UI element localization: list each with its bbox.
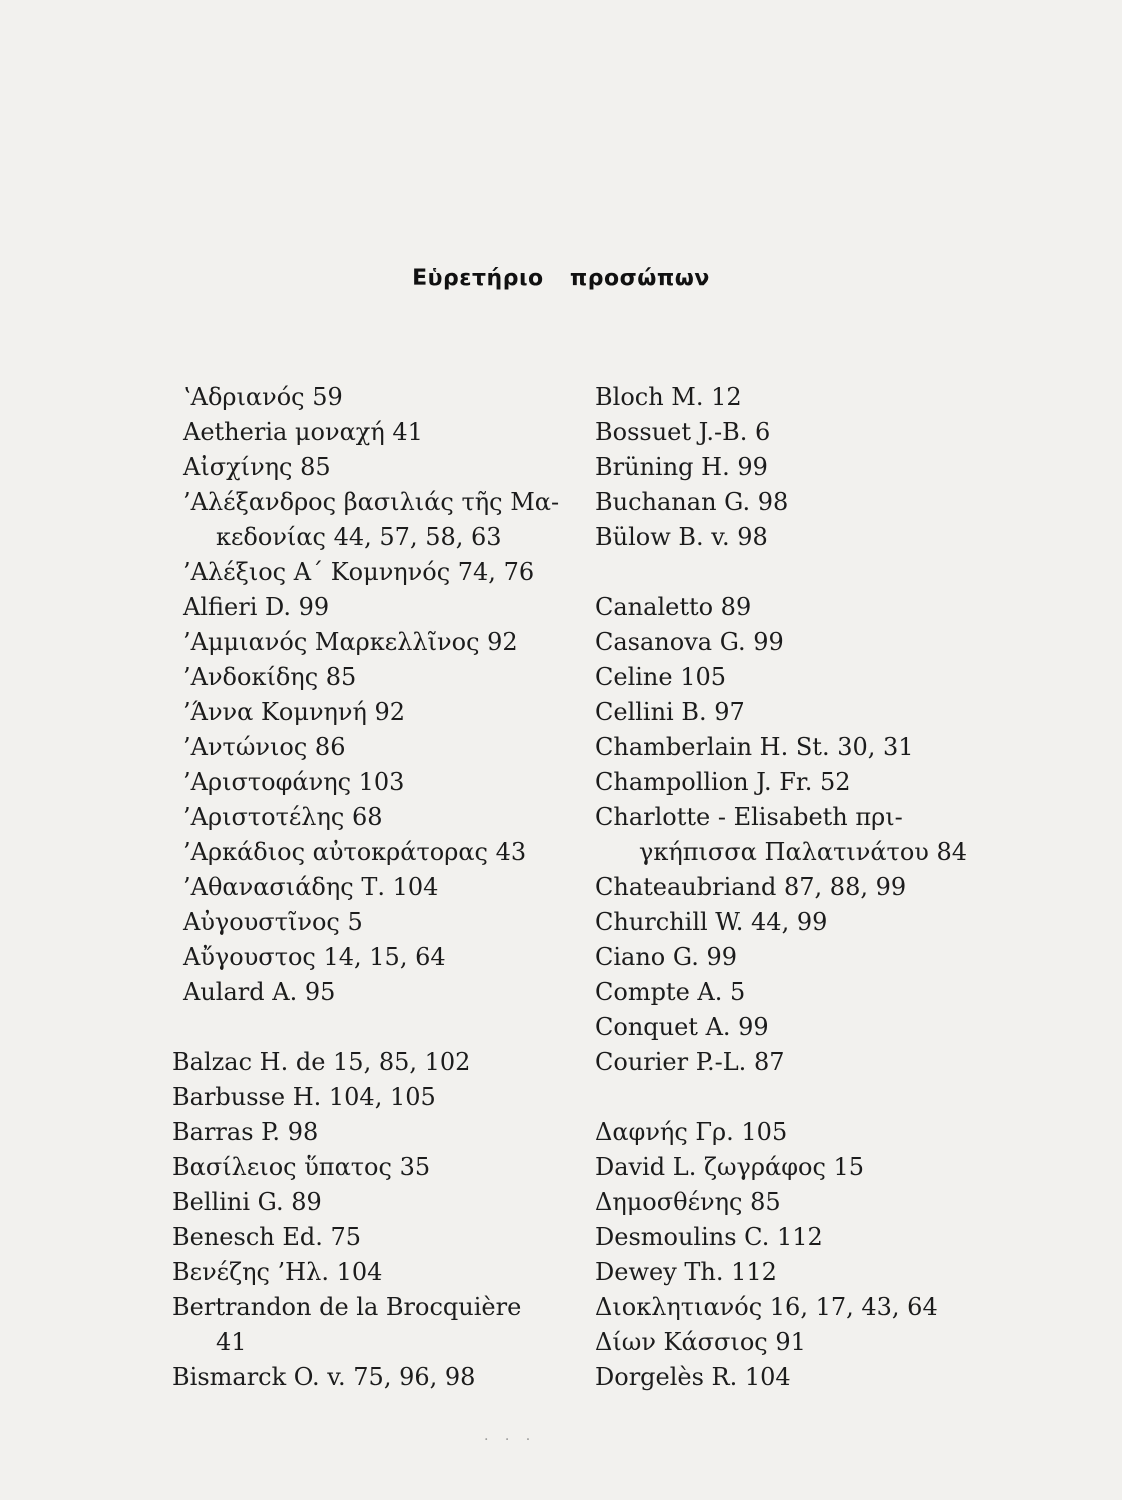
- index-entry: ’Αριστοφάνης 103: [183, 768, 405, 796]
- index-entry: Celine 105: [595, 663, 727, 691]
- index-entry: Bismarck O. v. 75, 96, 98: [172, 1363, 476, 1391]
- index-entry: Δαφνής Γρ. 105: [595, 1118, 788, 1146]
- section-gap: [595, 1080, 965, 1115]
- index-entry: Charlotte - Elisabeth πρι-: [595, 803, 903, 831]
- index-entry: ’Αθανασιάδης Τ. 104: [183, 873, 439, 901]
- index-entry: Champollion J. Fr. 52: [595, 768, 851, 796]
- index-entry: Aulard A. 95: [183, 978, 336, 1006]
- index-entry: Αἰσχίνης 85: [183, 453, 331, 481]
- index-entry: Δίων Κάσσιος 91: [595, 1328, 806, 1356]
- index-entry: Casanova G. 99: [595, 628, 784, 656]
- index-entry: Aetheria μοναχή 41: [183, 418, 423, 446]
- index-entry: Bloch M. 12: [595, 383, 742, 411]
- index-entry: Διοκλητιανός 16, 17, 43, 64: [595, 1293, 938, 1321]
- index-entry: ’Αρκάδιος αὐτοκράτορας 43: [183, 838, 527, 866]
- index-entry: Barbusse H. 104, 105: [172, 1083, 436, 1111]
- index-entry: ’Αριστοτέλης 68: [183, 803, 383, 831]
- index-entry-continuation: 41: [216, 1328, 247, 1356]
- index-entry: Benesch Ed. 75: [172, 1223, 362, 1251]
- index-entry: Conquet A. 99: [595, 1013, 769, 1041]
- index-entry: Dorgelès R. 104: [595, 1363, 791, 1391]
- index-column-left: [172, 380, 560, 1395]
- index-entry: ’Άννα Κομνηνή 92: [183, 698, 406, 726]
- index-entry: Bossuet J.-B. 6: [595, 418, 771, 446]
- index-entry: Brüning H. 99: [595, 453, 768, 481]
- index-entry-continuation: κεδονίας 44, 57, 58, 63: [216, 523, 502, 551]
- index-entry: Chamberlain H. St. 30, 31: [595, 733, 914, 761]
- index-column-right: [595, 380, 968, 1395]
- index-entry: Churchill W. 44, 99: [595, 908, 828, 936]
- index-entry: Bertrandon de la Brocquière: [172, 1293, 522, 1321]
- index-entry: Chateaubriand 87, 88, 99: [595, 873, 907, 901]
- index-entry: ’Αντώνιος 86: [183, 733, 346, 761]
- index-entry: David L. ζωγράφος 15: [595, 1153, 865, 1181]
- index-entry: Cellini B. 97: [595, 698, 745, 726]
- ink-smudge: . . .: [484, 1428, 537, 1444]
- index-entry: Compte A. 5: [595, 978, 746, 1006]
- index-entry: Alfieri D. 99: [183, 593, 330, 621]
- index-entry: Balzac H. de 15, 85, 102: [172, 1048, 471, 1076]
- index-entry: Buchanan G. 98: [595, 488, 789, 516]
- index-entry: Barras P. 98: [172, 1118, 319, 1146]
- index-entry: Ciano G. 99: [595, 943, 737, 971]
- index-entry-continuation: γκήπισσα Παλατινάτου 84: [639, 838, 968, 866]
- index-entry: Βενέζης ’Ηλ. 104: [172, 1258, 383, 1286]
- index-entry: Canaletto 89: [595, 593, 752, 621]
- index-entry: ’Ανδοκίδης 85: [183, 663, 357, 691]
- index-entry: Courier P.-L. 87: [595, 1048, 785, 1076]
- index-entry: Dewey Th. 112: [595, 1258, 777, 1286]
- index-entry: ʽΑδριανός 59: [183, 383, 343, 411]
- index-entry: Αὔγουστος 14, 15, 64: [183, 943, 446, 971]
- page-title: Εὑρετήριο προσώπων: [412, 266, 710, 291]
- index-entry: Αὐγουστῖνος 5: [183, 908, 363, 936]
- section-gap: [172, 1010, 542, 1045]
- section-gap: [595, 555, 965, 590]
- index-entry: Bülow B. v. 98: [595, 523, 768, 551]
- index-entry: ’Αλέξιος Α΄ Κομνηνός 74, 76: [183, 558, 535, 586]
- index-entry: Δημοσθένης 85: [595, 1188, 781, 1216]
- index-entry: ’Αμμιανός Μαρκελλῖνος 92: [183, 628, 518, 656]
- index-entry: ’Αλέξανδρος βασιλιάς τῆς Μα-: [183, 488, 560, 516]
- index-entry: Desmoulins C. 112: [595, 1223, 823, 1251]
- index-entry: Bellini G. 89: [172, 1188, 322, 1216]
- index-entry: Βασίλειος ὕπατος 35: [172, 1153, 431, 1181]
